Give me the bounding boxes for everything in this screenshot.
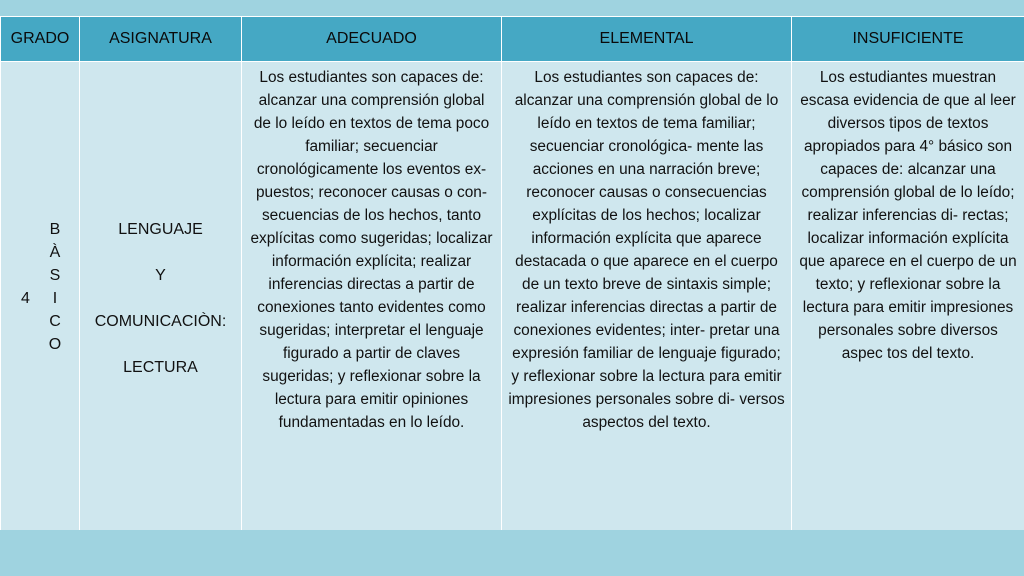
- header-insuficiente: INSUFICIENTE: [792, 17, 1024, 62]
- header-adecuado: ADECUADO: [242, 17, 502, 62]
- header-row: [1, 17, 1024, 62]
- rubric-table: [0, 16, 1024, 535]
- asignatura-line: LECTURA: [123, 358, 198, 376]
- asignatura-line: LENGUAJE: [118, 220, 203, 238]
- footer-band: [0, 530, 1024, 576]
- cell-asignatura: [80, 62, 242, 535]
- header-grado: GRADO: [1, 17, 80, 62]
- grado-level-vertical: [48, 218, 62, 356]
- grado-letter: B: [49, 221, 61, 238]
- cell-grado: [1, 62, 80, 535]
- asignatura-line: Y: [155, 266, 166, 284]
- table-row: [1, 62, 1024, 535]
- grado-letter: O: [48, 336, 62, 353]
- grado-letter: S: [49, 267, 61, 284]
- grado-letter: I: [52, 290, 58, 307]
- grado-letter: À: [49, 244, 61, 261]
- header-asignatura: ASIGNATURA: [80, 17, 242, 62]
- grado-number: 4: [21, 290, 30, 307]
- cell-adecuado: Los estudiantes son capaces de: alcanzar una comprensión global de lo leído en textos de tema poco familiar; secuenciar cronológicamente los eventos ex- puestos; reconocer causas o con- secuencias de los hechos, tanto explícitas como sugeridas; localizar información explícita; realizar inferencias directas a partir de conexiones tanto evidentes como sugeridas; interpretar el lenguaje figurado a partir de claves sugeridas; y reflexionar sobre la lectura para emitir opiniones fundamentadas en lo leído.: [242, 62, 502, 535]
- grado-letter: C: [49, 313, 61, 330]
- cell-insuficiente: Los estudiantes muestran escasa evidencia de que al leer diversos tipos de textos apropiados para 4° básico son capaces de: alcanzar una comprensión global de lo leído; realizar inferencias di- rectas; localizar información explícita que aparece en el cuerpo de un texto; y reflexionar sobre la lectura para emitir impresiones personales sobre diversos aspec tos del texto.: [792, 62, 1024, 535]
- asignatura-line: COMUNICACIÒN:: [94, 312, 227, 330]
- header-elemental: ELEMENTAL: [502, 17, 792, 62]
- cell-elemental: Los estudiantes son capaces de: alcanzar una comprensión global de lo leído en textos de tema familiar; secuenciar cronológica- mente las acciones en una narración breve; reconocer causas o consecuencias explícitas de los hechos; localizar información explícita que aparece destacada o que aparece en el cuerpo de un texto breve de sintaxis simple; realizar inferencias directas a partir de conexiones evidentes; inter- pretar una expresión familiar de lenguaje figurado; y reflexionar sobre la lectura para emitir impresiones personales sobre di- versos aspectos del texto.: [502, 62, 792, 535]
